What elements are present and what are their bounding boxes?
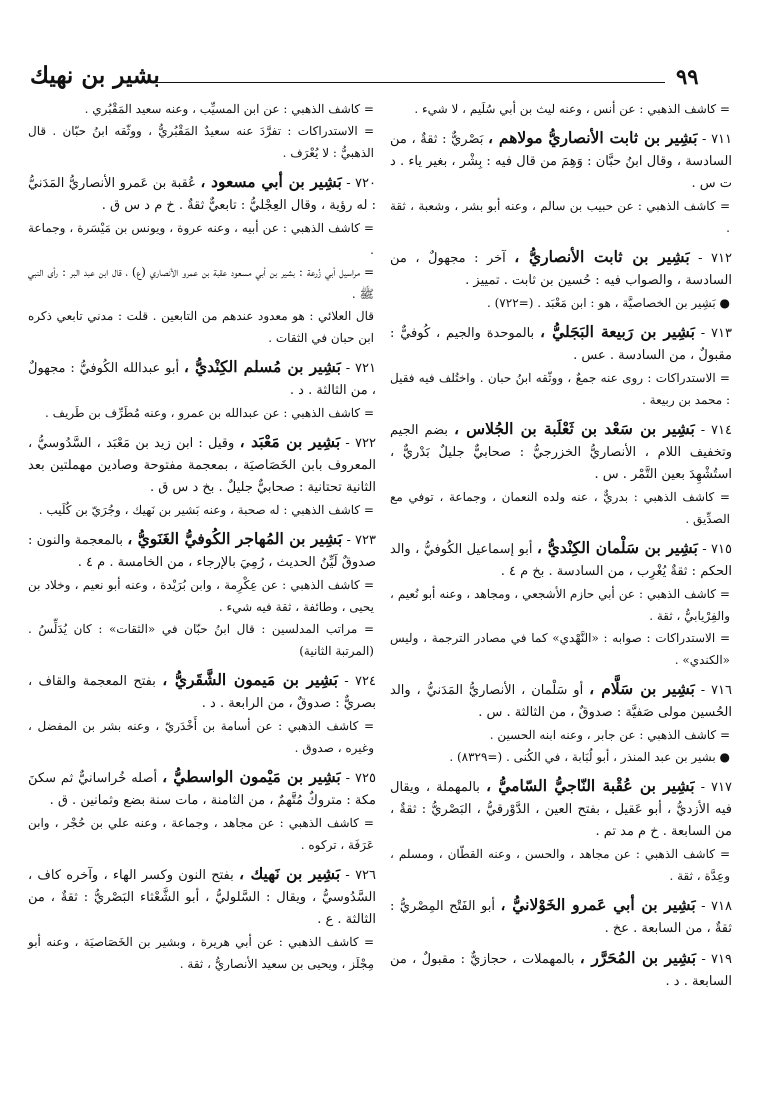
biography-entry — [390, 98, 732, 120]
commentary-line: = الاستدراكات : تفرَّدَ عنه سعيدٌ المَقْبُريُّ ، ووثّقه ابنُ حبّان . قال الذهبيُّ : لا يُعْرَف . — [28, 124, 374, 160]
biography-entry — [390, 127, 732, 239]
entry-heading: ٧١١ - بَشِير بن ثابت الأنصاريُّ مولاهم ، بَصْريٌّ : ثقةٌ ، من السادسة ، وقال ابنُ حبَّان : وَهِمَ من قال فيه : بِشْر ، بغير ياء . د ت س . — [390, 128, 733, 191]
entry-heading: ٧٢٣ - بَشِير بن المُهاجر الكُوفيُّ الغَنَويُّ ، بالمعجمة والنون : صدوقٌ لَيِّنُ الحديث ، رُمِيَ بالإرجاء ، من الخامسة . م ٤ . — [28, 529, 376, 570]
entry-text: بالمهملات ، حجازيٌّ : مقبولٌ ، من السابعة . د . — [390, 952, 732, 989]
commentary-line: = كاشف الذهبي : عن جابر ، وعنه ابنه الحسين . — [489, 728, 730, 742]
narrator-name: بَشِير بن سَلْمان الكِنْديُّ ، — [536, 538, 698, 557]
entry-number: ٧١٧ — [711, 780, 732, 795]
commentary-line: = كاشف الذهبي : عن أبيه ، وعنه عروة ، ويونس بن مَيْسَرة ، وجماعة . — [28, 221, 374, 257]
commentary-line: = كاشف الذهبي : عن مجاهد ، وجماعة ، وعنه علي بن حُجْر ، وابن عَرَفَة ، تركوه . — [28, 816, 374, 852]
entry-number: ٧١٥ — [711, 542, 732, 557]
entry-heading: ٧٢٠ - بَشِير بن أبي مسعود ، عُقبة بن عَمرو الأنصاريُّ المَدَنيُّ : له رؤية ، وقال العِجْليُّ : تابعيٌّ ثقةٌ . خ م د س ق . — [28, 172, 376, 213]
entry-text: بفتح المعجمة والقاف ، بصريٌّ : صدوقٌ ، من الرابعة . د . — [28, 674, 376, 711]
narrator-name: بَشِير بن المُحَرَّر ، — [579, 948, 697, 967]
commentary-line: = كاشف الذهبي : عن ابن المسيِّب ، وعنه سعيد المَقْبُري . — [84, 102, 374, 116]
narrator-name: بَشِير بن رَبيعة البَجَليُّ ، — [540, 322, 695, 341]
commentary-line: ● بشير بن عبد المنذر ، أبو لُبَابة ، في الكُنى . (=٨٣٢٩) . — [449, 750, 730, 764]
biography-entry — [28, 766, 376, 856]
entry-heading: ٧١٢ - بَشِير بن ثابت الأنصاريُّ ، آخر : مجهولٌ ، من السادسة ، والصواب فيه : حُسين بن ثابت . تمييز . — [390, 247, 732, 288]
entry-heading: ٧٢٢ - بَشِير بن مَعْبَد ، وقيل : ابن زيد بن مَعْبَد ، السَّدُوسيُّ ، المعروف بابن الخَصَاصيَة ، بمعجمة مفتوحة وصادين مهملتين بعد الثانية تحتانية : صحابيٌّ جليلٌ . بخ د س ق . — [28, 432, 376, 495]
narrator-name: بَشِير بن سَعْد بن ثَعْلَبة بن الجُلاس ، — [453, 419, 695, 438]
commentary-line: = كاشف الذهبي : عن أبي حازم الأشجعي ، ومجاهد ، وعنه أبو نُعيم ، والفِرْيابيُّ ، ثقة . — [390, 587, 730, 623]
entry-number: ٧١١ — [711, 132, 733, 147]
entry-text: بَصْريٌّ : ثقةٌ ، من السادسة ، وقال ابنُ حبَّان : وَهِمَ من قال فيه : بِشْر ، بغير ياء . د ت س . — [390, 132, 732, 191]
entry-number: ٧٢٣ — [355, 533, 376, 548]
narrator-name: بَشِير بن مَيْمون الواسطيُّ ، — [162, 767, 341, 786]
entry-heading: ٧٢٦ - بَشِير بن نَهيك ، بفتح النون وكسر الهاء ، وآخره كاف ، السَّدُوسيُّ ، ويقال : السَّلوليُّ ، أبو الشَّعْثاء البَصْريُّ : ثقةٌ ، من الثالثة . ع . — [28, 864, 377, 927]
biography-entry — [28, 171, 376, 349]
narrator-name: بَشِير بن ثابت الأنصاريُّ ، — [514, 247, 690, 266]
entry-heading: ٧١٥ - بَشِير بن سَلْمان الكِنْديُّ ، أبو إسماعيل الكُوفيُّ ، والد الحكم : ثقةٌ يُغْرِب ، من السادسة . بخ م ٤ . — [390, 538, 732, 579]
entry-number: ٧١٣ — [711, 326, 732, 341]
entry-text: أو سَلْمان ، الأنصاريُّ المَدَنيُّ ، والد الحُسين مولى صَفيَّة : صدوقٌ ، من الثالثة . س . — [390, 683, 732, 720]
entry-heading: ٧١٦ - بَشِير بن سَلَّام ، أو سَلْمان ، الأنصاريُّ المَدَنيُّ ، والد الحُسين مولى صَفيَّة : صدوقٌ ، من الثالثة . س . — [390, 679, 732, 720]
commentary-line: = كاشف الذهبي : عن أسامة بن أَخْدَريّ ، وعنه بشر بن المفضل ، وغيره ، صدوق . — [28, 719, 374, 755]
entry-number: ٧١٨ — [711, 899, 732, 914]
commentary-line: = الاستدراكات : صوابه : «النَّهْدي» كما في مصادر الترجمة ، وليس «الكندي» . — [390, 631, 730, 667]
narrator-name: بَشِير بن مُسلم الكِنْديُّ ، — [183, 357, 341, 376]
entry-number: ٧٢٥ — [355, 771, 376, 786]
commentary-line: = كاشف الذهبي : عن مجاهد ، والحسن ، وعنه القطّان ، ومسلم ، وعِدَّة ، ثقة . — [390, 847, 730, 883]
entry-text: بالموحدة والجيم ، كُوفيٌّ : مقبولٌ ، من السادسة . عس . — [390, 326, 732, 363]
entry-heading: ٧٢١ - بَشِير بن مُسلم الكِنْديُّ ، أبو عبدالله الكُوفيُّ : مجهولٌ ، من الثالثة . د . — [28, 357, 376, 398]
header-rule — [150, 82, 665, 83]
entry-number: ٧١٦ — [711, 683, 732, 698]
biography-entry — [390, 418, 732, 530]
biography-entry — [390, 775, 732, 887]
commentary-line: = مراتب المدلسين : قال ابنُ حبّان في «الثقات» : كان يُدَلِّسُ . (المرتبة الثانية) — [28, 622, 374, 658]
entry-text: بضم الجيم وتخفيف اللام ، الأنصاريُّ الخزرجيُّ : صحابيٌّ جليلٌ بَدْريٌّ ، استُشْهِدَ بعين التَّمْر . س . — [390, 423, 732, 482]
entry-heading: ٧١٩ - بَشِير بن المُحَرَّر ، بالمهملات ، حجازيٌّ : مقبولٌ ، من السابعة . د . — [390, 948, 732, 989]
right-column — [390, 98, 732, 1000]
entry-text: آخر : مجهولٌ ، من السادسة ، والصواب فيه : حُسين بن ثابت . تمييز . — [390, 251, 732, 288]
entry-number: ٧٢٠ — [355, 176, 376, 191]
entry-text: بالمهملة ، ويقال فيه الأزديُّ ، أبو عَقيل ، بفتح العين ، الدَّوْرقيُّ ، البَصْريُّ : ثقةٌ ، من السابعة . خ م مد تم . — [390, 780, 732, 839]
commentary-line: = كاشف الذهبي : له صحبة ، وعنه بَشير بن نَهيك ، وجُرَيّ بن كُلَيب . — [38, 503, 374, 517]
entry-number: ٧٢١ — [355, 361, 376, 376]
commentary-line: = كاشف الذهبي : عن عِكْرِمة ، وابن بُرَيْدة ، وعنه أبو نعيم ، وخلاد بن يحيى ، وطائفة ، ثقة فيه شيء . — [28, 578, 374, 614]
entry-heading: ٧١٣ - بَشِير بن رَبيعة البَجَليُّ ، بالموحدة والجيم ، كُوفيٌّ : مقبولٌ ، من السادسة . عس . — [390, 322, 732, 363]
biography-entry — [28, 528, 376, 662]
entry-number: ٧٢٢ — [355, 436, 376, 451]
entry-number: ٧١٩ — [711, 952, 732, 967]
biography-entry — [390, 678, 732, 768]
narrator-name: بَشِير بن مَيمون الشَّقَريُّ ، — [162, 670, 338, 689]
narrator-name: بَشِير بن سَلَّام ، — [589, 679, 695, 698]
commentary-line: ● بَشِير بن الخصاصيَّة ، هو : ابن مَعْبَد . (=٧٢٢) . — [486, 296, 730, 310]
narrator-name: بَشِير بن أبي عَمرو الخَوْلانيُّ ، — [500, 895, 696, 914]
biography-entry — [28, 98, 376, 164]
biography-entry — [28, 863, 376, 975]
commentary-line: = كاشف الذهبي : عن عبدالله بن عمرو ، وعنه مُطَرِّف بن طَريف . — [45, 406, 374, 420]
biography-entry — [28, 431, 376, 521]
commentary-line: = كاشف الذهبي : بدريٌّ ، عنه ولده النعمان ، وجماعة ، توفي مع الصدِّيق . — [390, 490, 730, 526]
biography-entry — [390, 894, 732, 940]
biography-entry — [28, 669, 376, 759]
narrator-name: بَشِير بن عُقْبة النّاجيُّ السّاميُّ ، — [485, 776, 695, 795]
biography-entry — [28, 356, 376, 424]
entry-text: أبو الفَتْح المِصْريُّ : ثقةٌ ، من السابعة . عخ . — [390, 899, 732, 936]
biography-entry — [390, 947, 732, 993]
entry-number: ٧٢٤ — [355, 674, 376, 689]
running-title: بشير بن نهيك — [30, 62, 160, 89]
entry-number: ٧٢٦ — [355, 868, 377, 883]
entry-heading: ٧٢٥ - بَشِير بن مَيْمون الواسطيُّ ، أصله خُراسانيٌّ ثم سكنَ مكة : متروكٌ مُتَّهمٌ ، من الثامنة ، مات سنة بضع وثمانين . ق . — [28, 767, 376, 808]
narrator-name: بَشِير بن أبي مسعود ، — [200, 172, 342, 191]
entry-number: ٧١٢ — [711, 251, 732, 266]
biography-entry — [390, 537, 732, 671]
commentary-line: = كاشف الذهبي : عن حبيب بن سالم ، وعنه أبو بشر ، وشعبة ، ثقة . — [390, 199, 730, 235]
entry-text: أبو إسماعيل الكُوفيُّ ، والد الحكم : ثقةٌ يُغْرِب ، من السادسة . بخ م ٤ . — [390, 542, 732, 579]
narrator-name: بَشِير بن مَعْبَد ، — [239, 432, 341, 451]
left-column — [28, 98, 376, 982]
entry-text: بفتح النون وكسر الهاء ، وآخره كاف ، السَّدُوسيُّ ، ويقال : السَّلوليُّ ، أبو الشَّعْثاء البَصْريُّ : ثقةٌ ، من الثالثة . ع . — [28, 868, 376, 927]
commentary-line: = مراسيل أبي زُرعة : بشير بن أبي مسعود عقبة بن عمرو الأنصاري (ع) ، قال ابن عبد البر : رأى النبي ﷺ . — [28, 265, 374, 301]
narrator-name: بَشِير بن المُهاجر الكُوفيُّ الغَنَويُّ ، — [127, 529, 343, 548]
entry-text: أبو عبدالله الكُوفيُّ : مجهولٌ ، من الثالثة . د . — [28, 361, 376, 398]
entry-text: وقيل : ابن زيد بن مَعْبَد ، السَّدُوسيُّ ، المعروف بابن الخَصَاصيَة ، بمعجمة مفتوحة وصادين مهملتين بعد الثانية تحتانية : صحابيٌّ جليلٌ . بخ د س ق . — [28, 436, 376, 495]
commentary-line: = كاشف الذهبي : عن أبي هريرة ، وبشير بن الخَصَاصيَة ، وعنه أبو مِجْلَز ، ويحيى بن سعيد الأنصاريُّ ، ثقة . — [28, 935, 374, 971]
narrator-name: بَشِير بن ثابت الأنصاريُّ مولاهم ، — [488, 128, 698, 147]
entry-heading: ٧١٧ - بَشِير بن عُقْبة النّاجيُّ السّاميُّ ، بالمهملة ، ويقال فيه الأزديُّ ، أبو عَقيل ، بفتح العين ، الدَّوْرقيُّ ، البَصْريُّ : ثقةٌ ، من السابعة . خ م مد تم . — [390, 776, 732, 839]
entry-number: ٧١٤ — [711, 423, 732, 438]
entry-heading: ٧١٤ - بَشِير بن سَعْد بن ثَعْلَبة بن الجُلاس ، بضم الجيم وتخفيف اللام ، الأنصاريُّ الخزرجيُّ : صحابيٌّ جليلٌ بَدْريٌّ ، استُشْهِدَ بعين التَّمْر . س . — [390, 419, 732, 482]
entry-heading: ٧٢٤ - بَشِير بن مَيمون الشَّقَريُّ ، بفتح المعجمة والقاف ، بصريٌّ : صدوقٌ ، من الرابعة . د . — [28, 670, 376, 711]
entry-heading: ٧١٨ - بَشِير بن أبي عَمرو الخَوْلانيُّ ، أبو الفَتْح المِصْريُّ : ثقةٌ ، من السابعة . عخ . — [390, 895, 732, 936]
commentary-line: = الاستدراكات : روى عنه جمعٌ ، ووثّقه ابنُ حبان . واختُلف فيه فقيل : محمد بن ربيعة . — [390, 371, 730, 407]
page-number: ٩٩ — [676, 64, 699, 89]
entry-text: بالمعجمة والنون : صدوقٌ لَيِّنُ الحديث ، رُمِيَ بالإرجاء ، من الخامسة . م ٤ . — [28, 533, 376, 570]
commentary-line: قال العلائي : هو معدود عندهم من التابعين . قلت : مدني تابعي ذكره ابن حبان في الثقات . — [28, 309, 374, 345]
narrator-name: بَشِير بن نَهيك ، — [238, 864, 341, 883]
entry-text: عُقبة بن عَمرو الأنصاريُّ المَدَنيُّ : له رؤية ، وقال العِجْليُّ : تابعيٌّ ثقةٌ . خ م د س ق . — [28, 176, 376, 213]
biography-entry — [390, 321, 732, 411]
commentary-line: = كاشف الذهبي : عن أنس ، وعنه ليث بن أبي سُلَيم ، لا شيء . — [414, 102, 730, 116]
entry-text: أصله خُراسانيٌّ ثم سكنَ مكة : متروكٌ مُتَّهمٌ ، من الثامنة ، مات سنة بضع وثمانين . ق . — [28, 771, 376, 808]
biography-entry — [390, 246, 732, 314]
